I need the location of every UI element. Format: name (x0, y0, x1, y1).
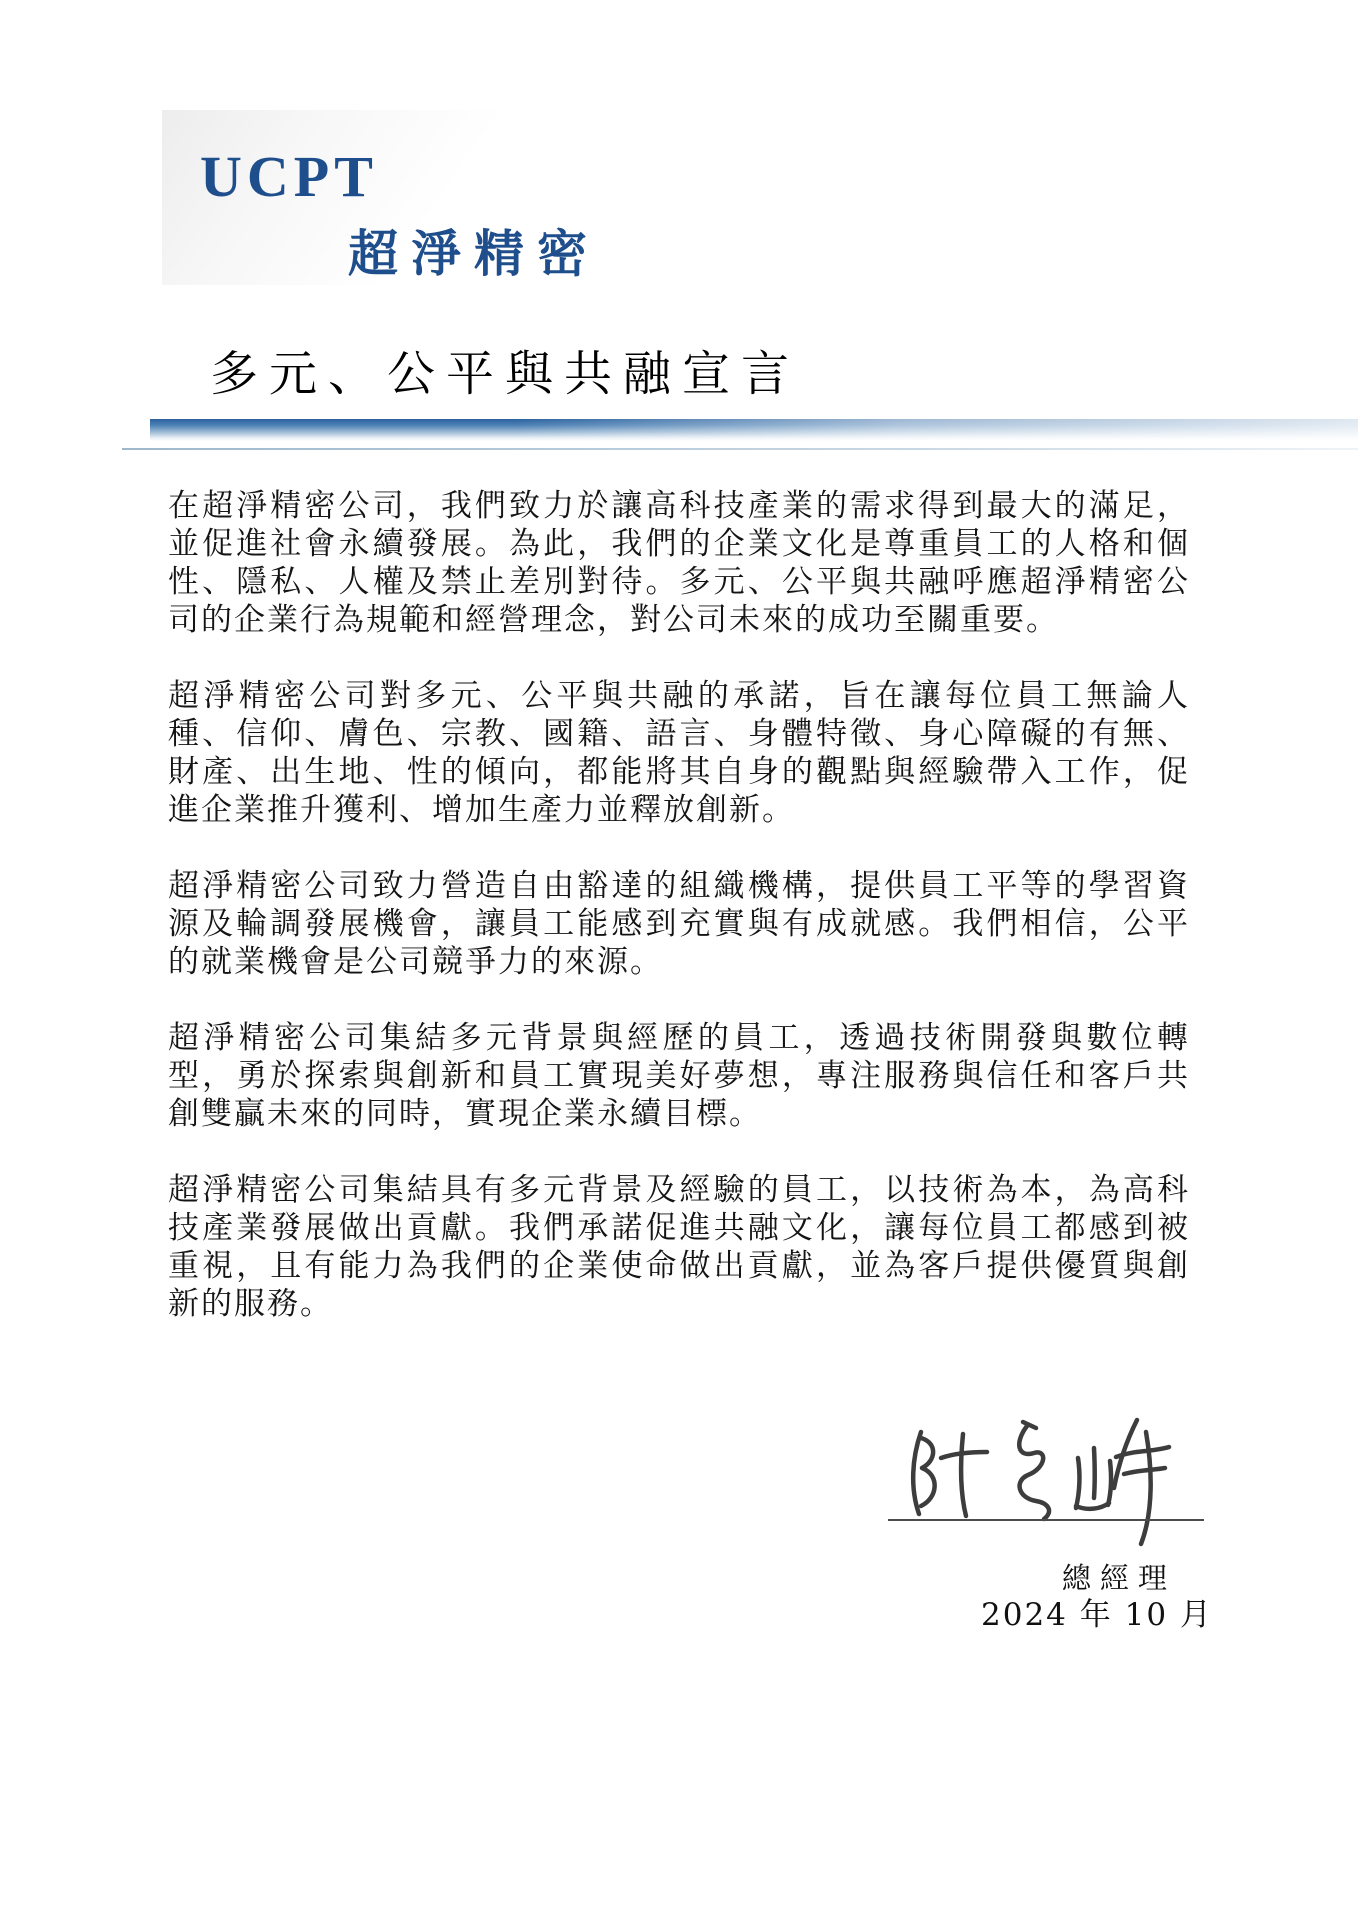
declaration-body (168, 487, 1190, 1361)
paragraph-1: 在超淨精密公司，我們致力於讓高科技產業的需求得到最大的滿足，並促進社會永續發展。為此，我們的企業文化是尊重員工的人格和個性、隱私、人權及禁止差別對待。多元、公平與共融呼應超淨精密公司的企業行為規範和經營理念，對公司未來的成功至關重要。 (168, 488, 1190, 638)
handwritten-signature (875, 1412, 1175, 1552)
paragraph-2: 超淨精密公司對多元、公平與共融的承諾，旨在讓每位員工無論人種、信仰、膚色、宗教、國籍、語言、身體特徵、身心障礙的有無、財產、出生地、性的傾向，都能將其自身的觀點與經驗帶入工作，促進企業推升獲利、增加生產力並釋放創新。 (168, 678, 1190, 828)
document-title: 多元、公平與共融宣言 (210, 346, 801, 402)
title-divider-underline (122, 448, 1358, 450)
paragraph-4: 超淨精密公司集結多元背景與經歷的員工，透過技術開發與數位轉型，勇於探索與創新和員工實現美好夢想，專注服務與信任和客戶共創雙贏未來的同時，實現企業永續目標。 (168, 1020, 1190, 1132)
company-logo-acronym: UCPT (200, 144, 378, 209)
signature-date: 2024 年 10 月 (981, 1597, 1213, 1633)
paragraph-3: 超淨精密公司致力營造自由豁達的組織機構，提供員工平等的學習資源及輪調發展機會，讓員工能感到充實與有成就感。我們相信，公平的就業機會是公司競爭力的來源。 (168, 868, 1190, 980)
paragraph-5: 超淨精密公司集結具有多元背景及經驗的員工，以技術為本，為高科技產業發展做出貢獻。我們承諾促進共融文化，讓每位員工都感到被重視，且有能力為我們的企業使命做出貢獻，並為客戶提供優質與創新的服務。 (168, 1172, 1190, 1322)
signature-line (888, 1519, 1204, 1521)
company-logo-name: 超淨精密 (348, 224, 600, 283)
title-divider-bar (150, 419, 1358, 441)
signer-title: 總經理 (1062, 1561, 1177, 1595)
